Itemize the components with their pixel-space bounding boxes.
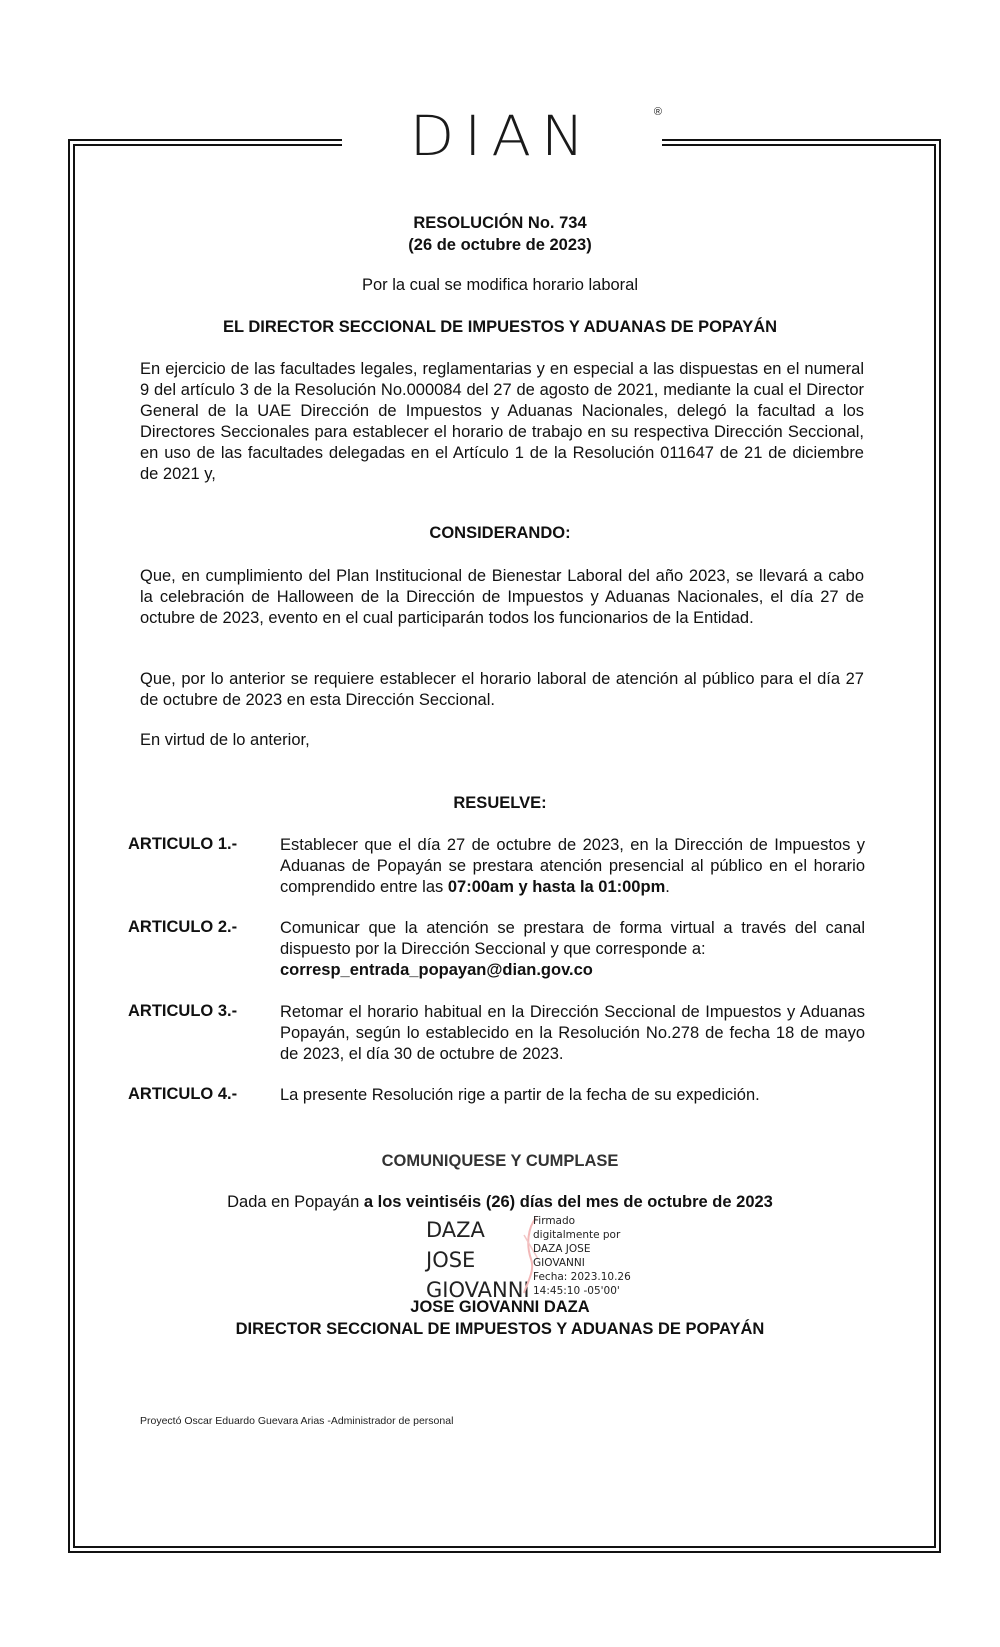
signature-name-line: JOSE: [426, 1248, 476, 1272]
signature-name-line: DAZA: [426, 1218, 485, 1242]
article-4-text: La presente Resolución rige a partir de la fecha de su expedición.: [280, 1086, 760, 1104]
dian-logo: [342, 103, 662, 169]
given-date: a los veintiséis (26) días del mes de octubre de 2023: [363, 1193, 773, 1211]
resolution-title: RESOLUCIÓN No. 734: [413, 214, 587, 232]
article-1-end: .: [665, 878, 670, 896]
article-3-label: ARTICULO 3.-: [128, 1002, 238, 1020]
stamp-line: Firmado: [533, 1215, 576, 1227]
article-1-text: [280, 835, 865, 898]
considerando-paragraph-2: Que, por lo anterior se requiere establecer el horario laboral de atención al público para el día 27 de octubre de 2023 en esta Dirección Seccional.: [140, 670, 864, 709]
resolution-issuer: EL DIRECTOR SECCIONAL DE IMPUESTOS Y ADUANAS DE POPAYÁN: [222, 318, 778, 336]
article-1-body: Establecer que el día 27 de octubre de 2023, en la Dirección de Impuestos y Aduanas de Popayán se prestara atención presencial al público en el horario comprendido entre las: [280, 836, 865, 896]
stamp-line: GIOVANNI: [533, 1257, 585, 1269]
resuelve-heading: RESUELVE:: [453, 794, 547, 812]
article-2-body: Comunicar que la atención se prestara de forma virtual a través del canal dispuesto por la Dirección Seccional y que corresponde a:: [280, 919, 865, 958]
article-2-text: [280, 918, 865, 981]
article-2-label: ARTICULO 2.-: [128, 918, 238, 936]
article-2-email: corresp_entrada_popayan@dian.gov.co: [280, 961, 593, 979]
stamp-line: 14:45:10 -05'00': [533, 1285, 620, 1297]
given-prefix: Dada en Popayán: [227, 1193, 364, 1211]
stamp-line: digitalmente por: [533, 1229, 621, 1241]
article-4-label: ARTICULO 4.-: [128, 1085, 238, 1103]
signature-stamp: [533, 1214, 631, 1298]
digital-signature: [426, 1215, 686, 1302]
resolution-subject: Por la cual se modifica horario laboral: [361, 276, 639, 294]
prepared-by-note: Proyectó Oscar Eduardo Guevara Arias -Administrador de personal: [140, 1415, 454, 1427]
considerando-paragraph-1: Que, en cumplimiento del Plan Institucional de Bienestar Laboral del año 2023, se llevará a cabo la celebración de Halloween de la Dirección de Impuestos y Aduanas Nacionales, el día 27 de octubre de 2023, evento en el cual participarán todos los funcionarios de la Entidad.: [140, 567, 864, 627]
considerando-heading: CONSIDERANDO:: [429, 524, 571, 542]
resolution-date: (26 de octubre de 2023): [408, 236, 592, 254]
article-1-label: ARTICULO 1.-: [128, 835, 238, 853]
given-line: [0, 1193, 1000, 1212]
signer-title: DIRECTOR SECCIONAL DE IMPUESTOS Y ADUANAS DE POPAYÁN: [235, 1320, 765, 1338]
logo-text: DIAN: [409, 103, 595, 169]
registered-mark: ®: [653, 106, 662, 118]
signature-name-line: GIOVANNI: [426, 1278, 530, 1302]
preamble-paragraph: En ejercicio de las facultades legales, reglamentarias y en especial a las dispuestas en el numeral 9 del artículo 3 de la Resolución No.000084 del 27 de agosto de 2021, mediante la cual el Director General de la UAE Dirección de Impuestos y Aduanas Nacionales, delegó la facultad a los Directores Seccionales para establecer el horario de trabajo en su respectiva Dirección Seccional, en uso de las facultades delegadas en el Artículo 1 de la Resolución 011647 de 21 de diciembre de 2021 y,: [140, 360, 864, 483]
article-3-text: Retomar el horario habitual en la Dirección Seccional de Impuestos y Aduanas Popayán, según lo establecido en la Resolución No.278 de fecha 18 de mayo de 2023, el día 30 de octubre de 2023.: [280, 1003, 865, 1063]
article-1-hours: 07:00am y hasta la 01:00pm: [447, 878, 666, 896]
considerando-paragraph-3: En virtud de lo anterior,: [140, 731, 310, 749]
closing-heading: COMUNIQUESE Y CUMPLASE: [381, 1152, 619, 1170]
signer-name: JOSE GIOVANNI DAZA: [410, 1298, 590, 1316]
stamp-line: DAZA JOSE: [533, 1243, 591, 1255]
signature-name: [426, 1215, 530, 1305]
stamp-line: Fecha: 2023.10.26: [533, 1271, 631, 1283]
